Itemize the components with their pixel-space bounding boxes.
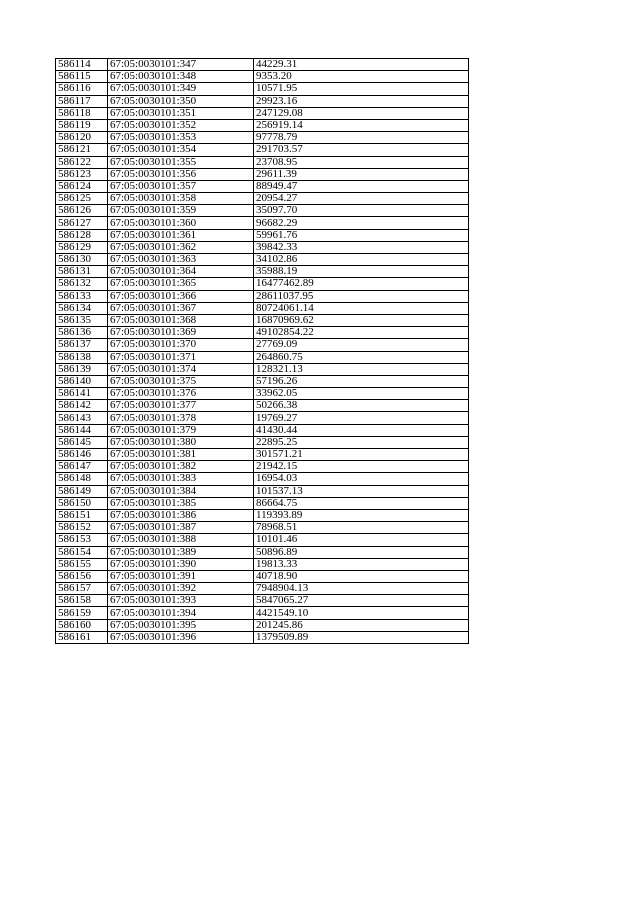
table-row [56,107,469,119]
table-row [56,278,469,290]
value-cell: 301571.21 [254,449,469,461]
cadastral-number-cell: 67:05:0030101:394 [108,607,254,619]
value-cell: 16954.03 [254,473,469,485]
value-cell: 27769.09 [254,339,469,351]
value-cell: 35097.70 [254,205,469,217]
value-cell: 39842.33 [254,241,469,253]
row-number-cell: 586131 [56,266,108,278]
cadastral-number-cell: 67:05:0030101:367 [108,302,254,314]
value-cell: 264860.75 [254,351,469,363]
cadastral-number-cell: 67:05:0030101:359 [108,205,254,217]
table-row [56,509,469,521]
value-cell: 20954.27 [254,193,469,205]
value-cell: 50896.89 [254,546,469,558]
cadastral-number-cell: 67:05:0030101:354 [108,144,254,156]
row-number-cell: 586160 [56,619,108,631]
table-row [56,229,469,241]
value-cell: 35988.19 [254,266,469,278]
value-cell: 40718.90 [254,570,469,582]
cadastral-number-cell: 67:05:0030101:395 [108,619,254,631]
row-number-cell: 586127 [56,217,108,229]
row-number-cell: 586136 [56,327,108,339]
table-row [56,436,469,448]
row-number-cell: 586154 [56,546,108,558]
cadastral-number-cell: 67:05:0030101:355 [108,156,254,168]
table-row [56,302,469,314]
row-number-cell: 586150 [56,497,108,509]
cadastral-number-cell: 67:05:0030101:348 [108,71,254,83]
table-row [56,485,469,497]
row-number-cell: 586124 [56,180,108,192]
table-row [56,363,469,375]
cadastral-number-cell: 67:05:0030101:390 [108,558,254,570]
row-number-cell: 586132 [56,278,108,290]
table-row [56,522,469,534]
value-cell: 28611037.95 [254,290,469,302]
cadastral-number-cell: 67:05:0030101:347 [108,59,254,71]
cadastral-number-cell: 67:05:0030101:361 [108,229,254,241]
value-cell: 119393.89 [254,509,469,521]
cadastral-number-cell: 67:05:0030101:363 [108,254,254,266]
row-number-cell: 586135 [56,314,108,326]
table-row [56,156,469,168]
cadastral-number-cell: 67:05:0030101:396 [108,631,254,643]
value-cell: 23708.95 [254,156,469,168]
value-cell: 19813.33 [254,558,469,570]
cadastral-number-cell: 67:05:0030101:360 [108,217,254,229]
value-cell: 201245.86 [254,619,469,631]
value-cell: 10571.95 [254,83,469,95]
cadastral-number-cell: 67:05:0030101:364 [108,266,254,278]
row-number-cell: 586141 [56,388,108,400]
row-number-cell: 586159 [56,607,108,619]
table-row [56,461,469,473]
table-row [56,558,469,570]
row-number-cell: 586133 [56,290,108,302]
value-cell: 7948904.13 [254,583,469,595]
row-number-cell: 586157 [56,583,108,595]
table-row [56,83,469,95]
row-number-cell: 586117 [56,95,108,107]
cadastral-number-cell: 67:05:0030101:365 [108,278,254,290]
value-cell: 29923.16 [254,95,469,107]
value-cell: 50266.38 [254,400,469,412]
table-row [56,607,469,619]
value-cell: 16870969.62 [254,314,469,326]
row-number-cell: 586116 [56,83,108,95]
row-number-cell: 586126 [56,205,108,217]
table-row [56,205,469,217]
cadastral-number-cell: 67:05:0030101:383 [108,473,254,485]
table-row [56,180,469,192]
cadastral-number-cell: 67:05:0030101:357 [108,180,254,192]
row-number-cell: 586139 [56,363,108,375]
row-number-cell: 586156 [56,570,108,582]
value-cell: 33962.05 [254,388,469,400]
table-row [56,497,469,509]
table-row [56,193,469,205]
table-row [56,631,469,643]
table-row [56,217,469,229]
cadastral-number-cell: 67:05:0030101:353 [108,132,254,144]
value-cell: 80724061.14 [254,302,469,314]
row-number-cell: 586114 [56,59,108,71]
value-cell: 4421549.10 [254,607,469,619]
cadastral-number-cell: 67:05:0030101:389 [108,546,254,558]
value-cell: 16477462.89 [254,278,469,290]
row-number-cell: 586140 [56,375,108,387]
value-cell: 34102.86 [254,254,469,266]
table-row [56,583,469,595]
row-number-cell: 586144 [56,424,108,436]
table-row [56,144,469,156]
value-cell: 78968.51 [254,522,469,534]
cadastral-number-cell: 67:05:0030101:362 [108,241,254,253]
cadastral-number-cell: 67:05:0030101:375 [108,375,254,387]
data-table-body [56,59,469,644]
cadastral-number-cell: 67:05:0030101:368 [108,314,254,326]
cadastral-number-cell: 67:05:0030101:351 [108,107,254,119]
value-cell: 256919.14 [254,119,469,131]
cadastral-number-cell: 67:05:0030101:370 [108,339,254,351]
row-number-cell: 586149 [56,485,108,497]
value-cell: 291703.57 [254,144,469,156]
row-number-cell: 586137 [56,339,108,351]
value-cell: 9353.20 [254,71,469,83]
value-cell: 128321.13 [254,363,469,375]
value-cell: 86664.75 [254,497,469,509]
data-table [55,58,469,644]
cadastral-number-cell: 67:05:0030101:349 [108,83,254,95]
row-number-cell: 586118 [56,107,108,119]
cadastral-number-cell: 67:05:0030101:358 [108,193,254,205]
value-cell: 29611.39 [254,168,469,180]
value-cell: 247129.08 [254,107,469,119]
value-cell: 41430.44 [254,424,469,436]
cadastral-number-cell: 67:05:0030101:384 [108,485,254,497]
table-row [56,534,469,546]
table-row [56,570,469,582]
value-cell: 5847065.27 [254,595,469,607]
table-row [56,59,469,71]
row-number-cell: 586138 [56,351,108,363]
table-row [56,595,469,607]
row-number-cell: 586143 [56,412,108,424]
row-number-cell: 586120 [56,132,108,144]
table-row [56,119,469,131]
table-row [56,339,469,351]
cadastral-number-cell: 67:05:0030101:377 [108,400,254,412]
value-cell: 10101.46 [254,534,469,546]
value-cell: 1379509.89 [254,631,469,643]
value-cell: 59961.76 [254,229,469,241]
table-row [56,375,469,387]
row-number-cell: 586123 [56,168,108,180]
cadastral-number-cell: 67:05:0030101:387 [108,522,254,534]
cadastral-number-cell: 67:05:0030101:385 [108,497,254,509]
table-row [56,241,469,253]
row-number-cell: 586145 [56,436,108,448]
value-cell: 21942.15 [254,461,469,473]
cadastral-number-cell: 67:05:0030101:381 [108,449,254,461]
cadastral-number-cell: 67:05:0030101:386 [108,509,254,521]
row-number-cell: 586152 [56,522,108,534]
cadastral-number-cell: 67:05:0030101:366 [108,290,254,302]
row-number-cell: 586153 [56,534,108,546]
cadastral-number-cell: 67:05:0030101:374 [108,363,254,375]
table-row [56,71,469,83]
row-number-cell: 586147 [56,461,108,473]
table-row [56,351,469,363]
row-number-cell: 586155 [56,558,108,570]
cadastral-number-cell: 67:05:0030101:393 [108,595,254,607]
cadastral-number-cell: 67:05:0030101:380 [108,436,254,448]
cadastral-number-cell: 67:05:0030101:350 [108,95,254,107]
cadastral-number-cell: 67:05:0030101:369 [108,327,254,339]
table-row [56,546,469,558]
table-row [56,400,469,412]
cadastral-number-cell: 67:05:0030101:392 [108,583,254,595]
table-row [56,266,469,278]
row-number-cell: 586146 [56,449,108,461]
value-cell: 101537.13 [254,485,469,497]
row-number-cell: 586125 [56,193,108,205]
row-number-cell: 586119 [56,119,108,131]
table-row [56,290,469,302]
value-cell: 19769.27 [254,412,469,424]
table-row [56,449,469,461]
row-number-cell: 586122 [56,156,108,168]
cadastral-number-cell: 67:05:0030101:356 [108,168,254,180]
row-number-cell: 586142 [56,400,108,412]
table-row [56,95,469,107]
value-cell: 97778.79 [254,132,469,144]
cadastral-number-cell: 67:05:0030101:391 [108,570,254,582]
row-number-cell: 586158 [56,595,108,607]
row-number-cell: 586134 [56,302,108,314]
table-row [56,424,469,436]
row-number-cell: 586148 [56,473,108,485]
value-cell: 44229.31 [254,59,469,71]
cadastral-number-cell: 67:05:0030101:382 [108,461,254,473]
table-row [56,388,469,400]
table-row [56,473,469,485]
value-cell: 49102854.22 [254,327,469,339]
table-row [56,619,469,631]
table-row [56,412,469,424]
value-cell: 57196.26 [254,375,469,387]
row-number-cell: 586121 [56,144,108,156]
value-cell: 96682.29 [254,217,469,229]
value-cell: 22895.25 [254,436,469,448]
table-row [56,314,469,326]
cadastral-number-cell: 67:05:0030101:379 [108,424,254,436]
cadastral-number-cell: 67:05:0030101:352 [108,119,254,131]
table-row [56,327,469,339]
row-number-cell: 586128 [56,229,108,241]
table-row [56,132,469,144]
value-cell: 88949.47 [254,180,469,192]
table-row [56,168,469,180]
cadastral-number-cell: 67:05:0030101:376 [108,388,254,400]
table-row [56,254,469,266]
cadastral-number-cell: 67:05:0030101:378 [108,412,254,424]
row-number-cell: 586151 [56,509,108,521]
row-number-cell: 586161 [56,631,108,643]
cadastral-number-cell: 67:05:0030101:388 [108,534,254,546]
row-number-cell: 586129 [56,241,108,253]
cadastral-number-cell: 67:05:0030101:371 [108,351,254,363]
row-number-cell: 586115 [56,71,108,83]
row-number-cell: 586130 [56,254,108,266]
